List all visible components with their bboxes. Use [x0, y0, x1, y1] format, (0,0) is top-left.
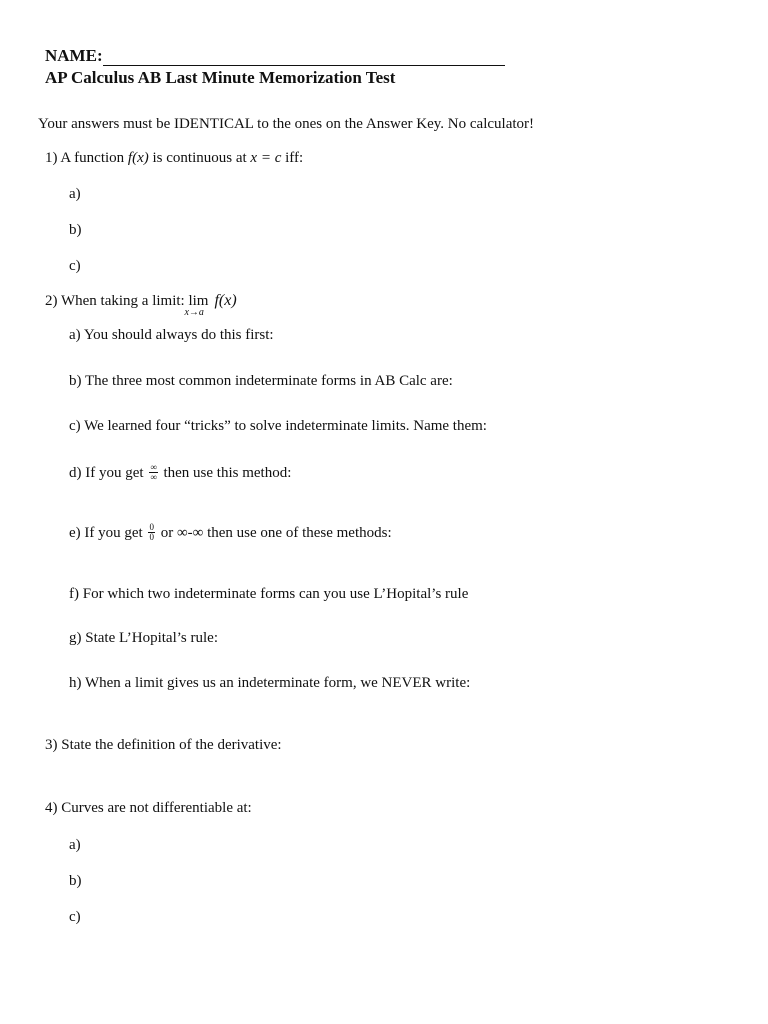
question-4c: c): [69, 909, 81, 925]
infinity-over-infinity: $\frac{\infty}{\infty}$: [150, 462, 157, 483]
question-2c: c) We learned four “tricks” to solve indeterminate limits. Name them:: [69, 418, 487, 434]
question-3: 3) State the definition of the derivative:: [45, 737, 282, 753]
question-1b: b): [69, 222, 82, 238]
page-title: AP Calculus AB Last Minute Memorization Test: [45, 68, 396, 87]
name-field: [45, 46, 505, 66]
question-1c: c): [69, 258, 81, 274]
question-2a: a) You should always do this first:: [69, 327, 274, 343]
question-2e: e) If you get $\frac{0}{0}$ or ∞-∞ then use one of these methods:: [69, 522, 392, 543]
instructions-text: Your answers must be IDENTICAL to the ones on the Answer Key. No calculator!: [38, 116, 535, 132]
question-1: 1) A function f(x) is continuous at x = c iff:: [45, 150, 304, 166]
question-1a: a): [69, 186, 81, 202]
question-4a: a): [69, 837, 81, 853]
zero-over-zero: $\frac{0}{0}$: [149, 522, 154, 543]
limit-function: f(x): [214, 292, 237, 309]
question-2d: d) If you get $\frac{\infty}{\infty}$ then use this method:: [69, 462, 292, 483]
question-4: 4) Curves are not differentiable at:: [45, 800, 252, 816]
question-2f: f) For which two indeterminate forms can you use L’Hopital’s rule: [69, 586, 469, 602]
question-2: 2) When taking a limit: lim x→a f(x): [45, 292, 237, 318]
function-fx: f(x): [127, 150, 149, 166]
question-2h: h) When a limit gives us an indeterminate form, we NEVER write:: [69, 675, 471, 691]
condition-x-equals-c: x = c: [250, 150, 282, 166]
question-4b: b): [69, 873, 82, 889]
limit-subscript: x→a: [184, 307, 204, 318]
name-blank-line[interactable]: [103, 47, 505, 66]
limit-notation: lim x→a: [184, 293, 209, 318]
question-2g: g) State L’Hopital’s rule:: [69, 630, 219, 646]
question-2b: b) The three most common indeterminate forms in AB Calc are:: [69, 373, 453, 389]
name-label: NAME:: [45, 46, 103, 65]
